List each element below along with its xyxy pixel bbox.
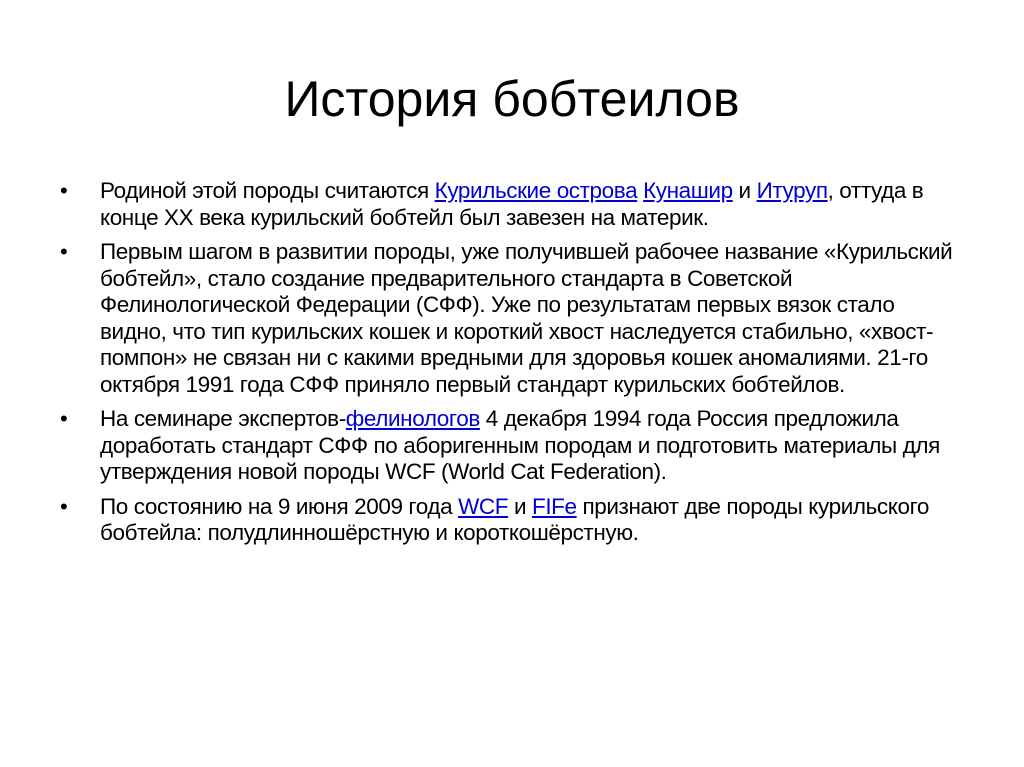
text-segment: и [732,178,757,203]
text-segment: 4 декабря 1994 года Россия предложила доработать стандарт СФФ по аборигенным породам и подготовить материалы для утверждения новой породы WCF (World Cat Federation). [100,406,940,484]
link-kuril-islands[interactable]: Курильские острова [434,178,638,203]
text-segment: На семинаре экспертов- [100,406,346,431]
bullet-item [60,239,960,398]
bullet-icon: • [60,406,68,431]
text-segment: и [508,493,532,519]
bullet-item [60,406,960,486]
link-fife[interactable]: FIFe [531,493,577,519]
bullet-icon: • [60,178,68,203]
bullet-icon: • [60,239,68,264]
text-segment: По состоянию на 9 июня 2009 года [100,493,459,519]
text-segment: , оттуда в конце XX века курильский бобтейл был завезен на материк. [100,178,924,230]
bullet-list [60,178,960,547]
slide-body [60,178,960,555]
link-felinologists[interactable]: фелинологов [345,406,480,431]
bullet-item [60,178,960,231]
slide-title: История бобтеилов [284,71,740,127]
text-segment: Первым шагом в развитии породы, уже получившей рабочее название «Курильский бобтейл», стало создание предварительного стандарта в Советской Фелинологической Федерации (СФФ). Уже по результатам первых вязок стало видно, что тип курильских кошек и короткий хвост наследуется стабильно, «хвост-помпон» не связан ни с какими вредными для здоровья кошек аномалиями. 21-го октября 1991 года СФФ приняло первый стандарт курильских бобтейлов. [100,239,953,397]
bullet-item [60,494,960,547]
link-iturup[interactable]: Итуруп [756,178,828,203]
link-kunashir[interactable]: Кунашир [643,178,733,203]
text-segment: признают две породы курильского бобтейла: полудлинношёрстную и короткошёрстную. [100,493,930,545]
text-segment: Родиной этой породы считаются [100,178,435,203]
bullet-icon: • [60,493,68,519]
link-wcf[interactable]: WCF [458,493,509,519]
